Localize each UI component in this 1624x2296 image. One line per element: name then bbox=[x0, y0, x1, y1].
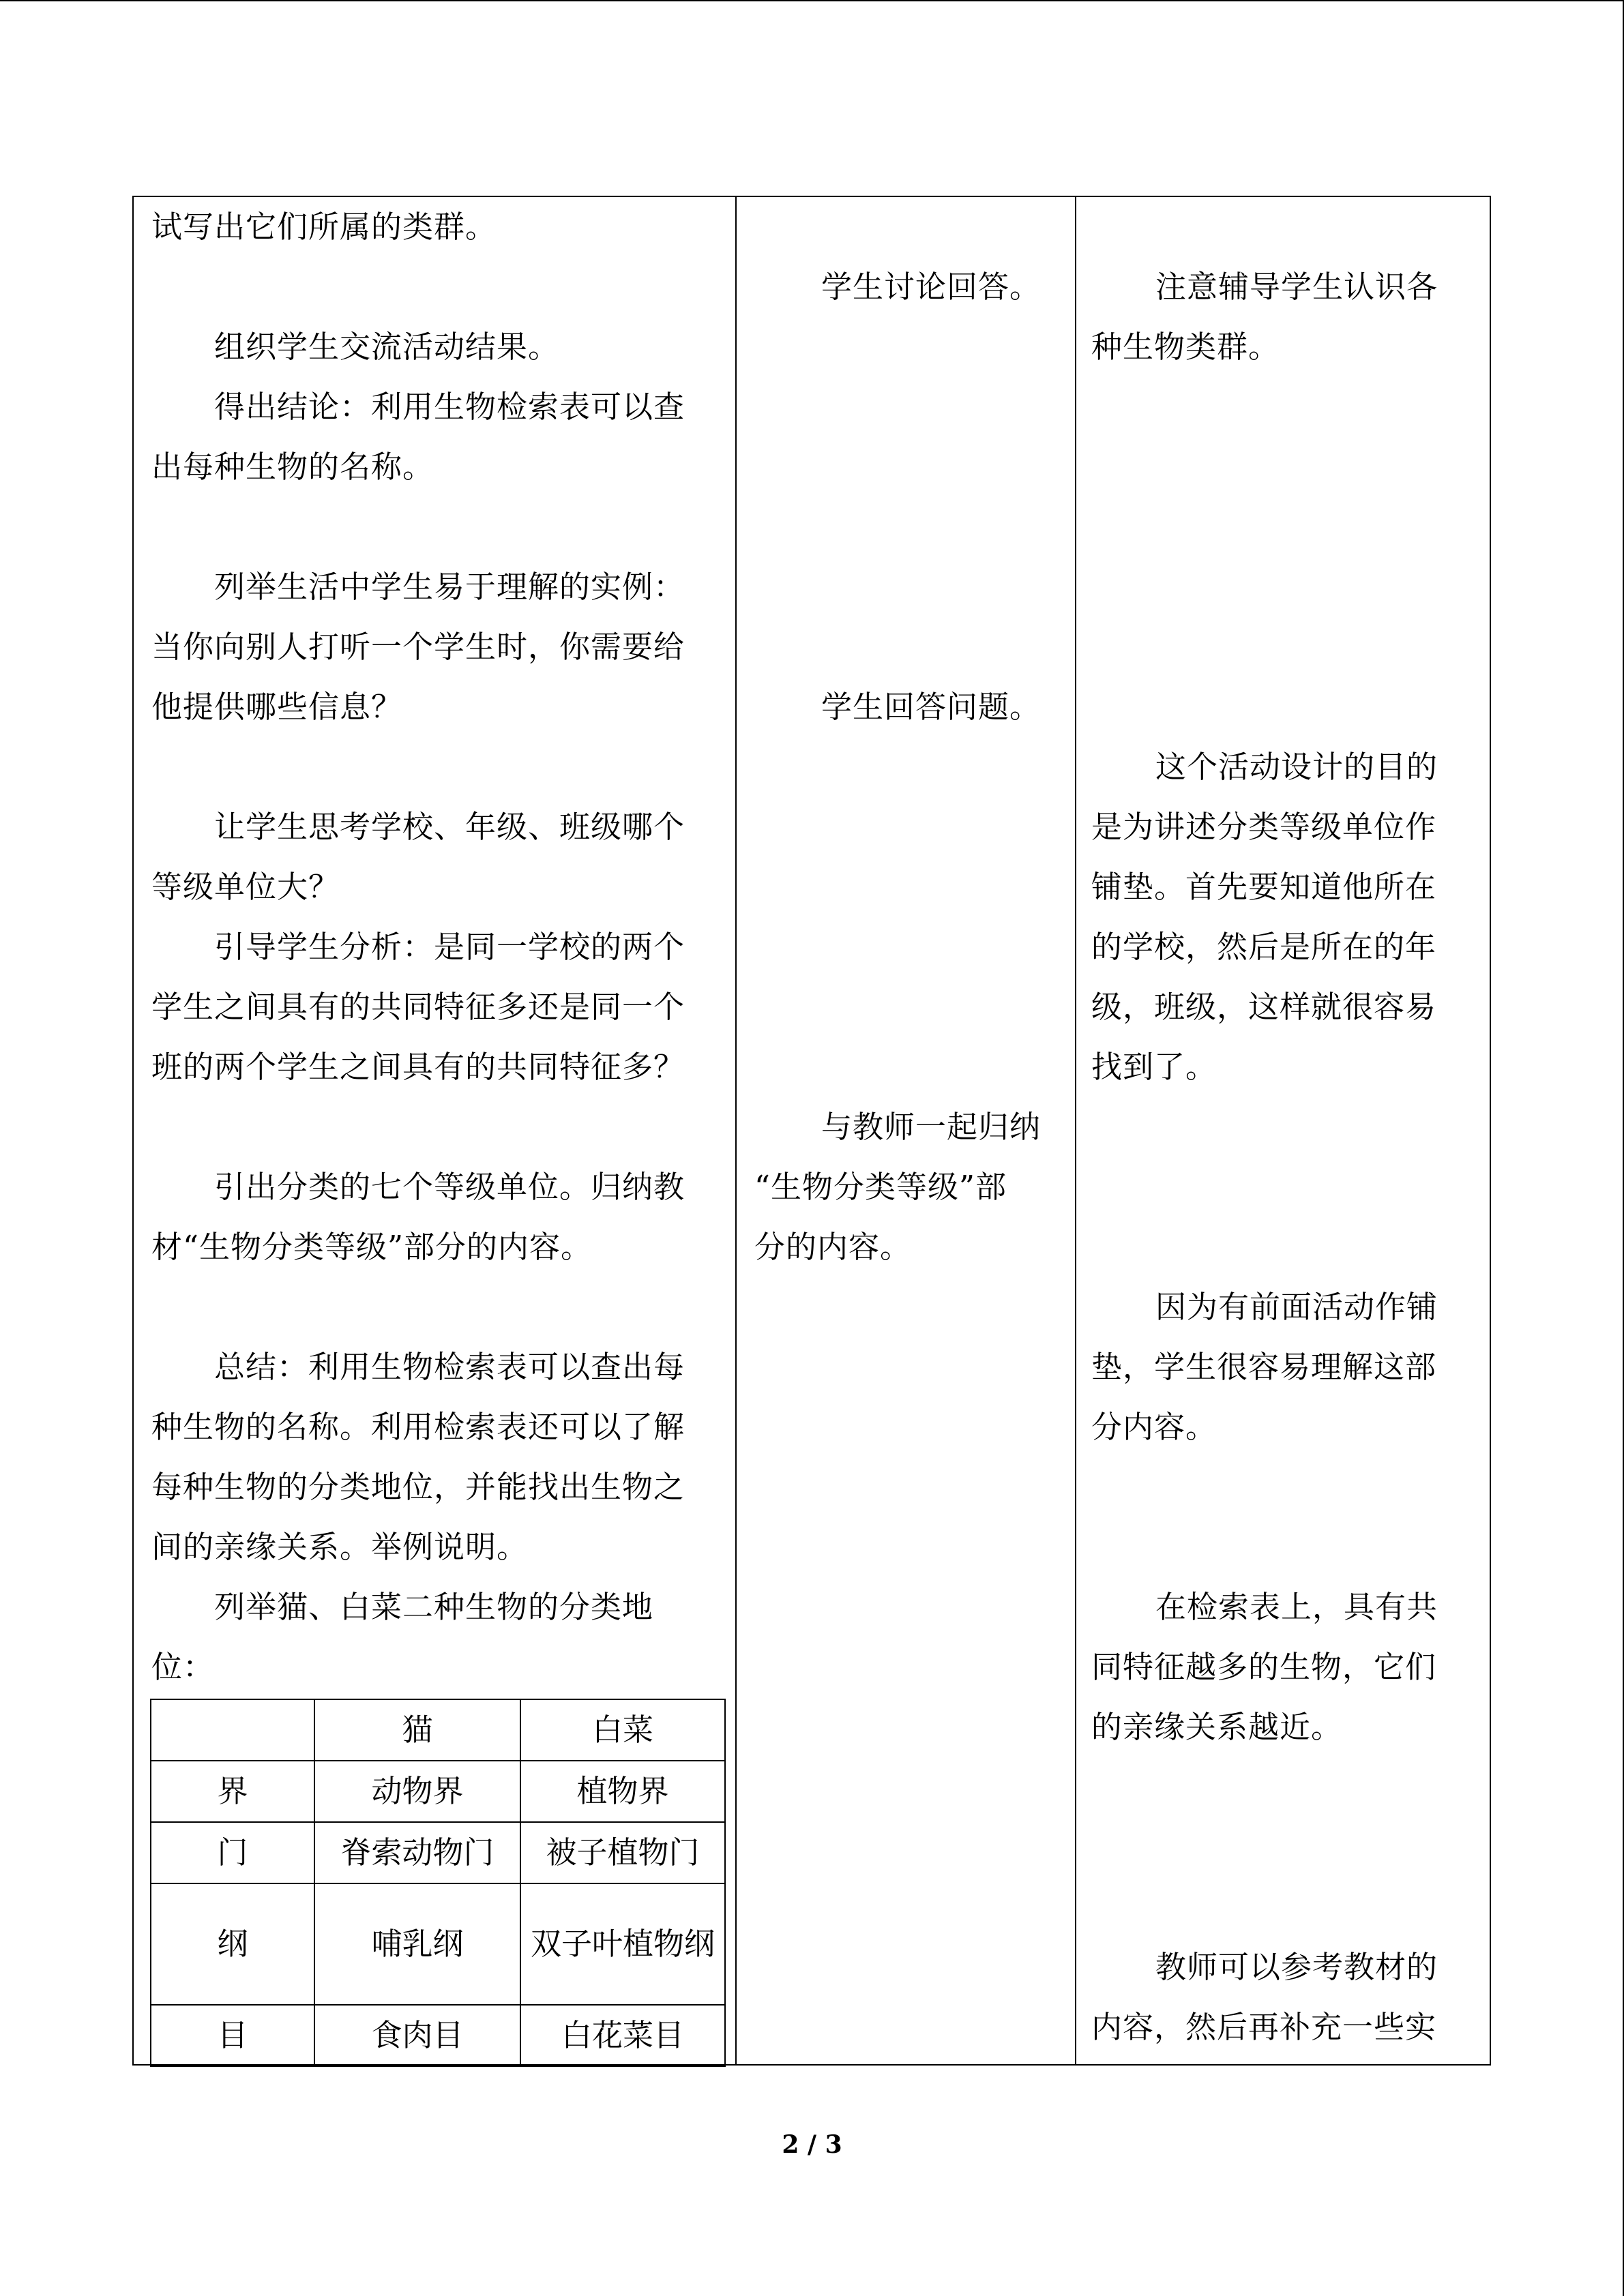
column-divider bbox=[1075, 197, 1076, 2064]
teacher-paragraph: 组织学生交流活动结果。 bbox=[214, 329, 560, 365]
table-cell: 动物界 bbox=[314, 1761, 520, 1822]
teacher-paragraph: 引导学生分析：是同一学校的两个 bbox=[214, 929, 685, 965]
notes-paragraph: 内容，然后再补充一些实 bbox=[1091, 2009, 1437, 2045]
notes-paragraph: 教师可以参考教材的 bbox=[1155, 1949, 1438, 1985]
teacher-paragraph: 当你向别人打听一个学生时，你需要给 bbox=[151, 629, 685, 665]
notes-paragraph: 铺垫。首先要知道他所在 bbox=[1091, 869, 1437, 905]
notes-paragraph: 同特征越多的生物，它们 bbox=[1091, 1649, 1437, 1685]
notes-paragraph: 种生物类群。 bbox=[1091, 329, 1280, 365]
table-cell: 被子植物门 bbox=[520, 1822, 725, 1883]
teacher-paragraph: 让学生思考学校、年级、班级哪个 bbox=[214, 809, 685, 845]
page-number: 2 / 3 bbox=[782, 2130, 842, 2159]
teacher-paragraph: 等级单位大？ bbox=[151, 869, 340, 905]
student-paragraph: 分的内容。 bbox=[754, 1229, 912, 1265]
table-cell: 双子叶植物纲 bbox=[520, 1883, 725, 2005]
column-divider bbox=[735, 197, 737, 2064]
teacher-paragraph: 种生物的名称。利用检索表还可以了解 bbox=[151, 1409, 685, 1445]
notes-paragraph: 在检索表上，具有共 bbox=[1155, 1589, 1438, 1625]
student-paragraph: 与教师一起归纳 bbox=[821, 1109, 1042, 1145]
notes-paragraph: 分内容。 bbox=[1091, 1409, 1217, 1445]
teacher-paragraph: 位： bbox=[151, 1649, 215, 1685]
table-row bbox=[151, 2005, 725, 2066]
notes-paragraph: 注意辅导学生认识各 bbox=[1155, 269, 1438, 305]
table-cell: 食肉目 bbox=[314, 2005, 520, 2066]
table-header-cell: 猫 bbox=[314, 1699, 520, 1761]
student-paragraph: “生物分类等级”部 bbox=[754, 1169, 1007, 1205]
notes-paragraph: 因为有前面活动作铺 bbox=[1155, 1289, 1438, 1325]
table-row bbox=[151, 1883, 725, 2005]
teacher-paragraph: 班的两个学生之间具有的共同特征多？ bbox=[151, 1049, 685, 1085]
teacher-paragraph: 总结：利用生物检索表可以查出每 bbox=[214, 1349, 685, 1385]
notes-paragraph: 的亲缘关系越近。 bbox=[1091, 1709, 1343, 1745]
table-row bbox=[151, 1822, 725, 1883]
table-cell: 植物界 bbox=[520, 1761, 725, 1822]
teacher-paragraph: 引出分类的七个等级单位。归纳教 bbox=[214, 1169, 685, 1205]
teacher-paragraph: 列举生活中学生易于理解的实例： bbox=[214, 569, 685, 605]
table-cell: 白花菜目 bbox=[520, 2005, 725, 2066]
teacher-paragraph: 每种生物的分类地位，并能找出生物之 bbox=[151, 1469, 685, 1505]
notes-paragraph: 是为讲述分类等级单位作 bbox=[1091, 809, 1437, 845]
table-cell: 界 bbox=[151, 1761, 314, 1822]
lesson-plan-table bbox=[132, 196, 1491, 2066]
table-header-cell bbox=[151, 1699, 314, 1761]
table-cell: 脊索动物门 bbox=[314, 1822, 520, 1883]
table-cell: 门 bbox=[151, 1822, 314, 1883]
teacher-paragraph: 得出结论：利用生物检索表可以查 bbox=[214, 389, 685, 425]
table-header-cell: 白菜 bbox=[520, 1699, 725, 1761]
teacher-paragraph: 试写出它们所属的类群。 bbox=[151, 209, 497, 245]
teacher-paragraph: 学生之间具有的共同特征多还是同一个 bbox=[151, 989, 685, 1025]
teacher-paragraph: 他提供哪些信息？ bbox=[151, 689, 403, 725]
teacher-paragraph: 出每种生物的名称。 bbox=[151, 449, 434, 485]
teacher-paragraph: 材“生物分类等级”部分的内容。 bbox=[151, 1229, 593, 1265]
notes-paragraph: 找到了。 bbox=[1091, 1049, 1217, 1085]
student-paragraph: 学生讨论回答。 bbox=[821, 269, 1042, 305]
teacher-paragraph: 列举猫、白菜二种生物的分类地 bbox=[214, 1589, 654, 1625]
table-cell: 哺乳纲 bbox=[314, 1883, 520, 2005]
notes-paragraph: 这个活动设计的目的 bbox=[1155, 749, 1438, 785]
teacher-paragraph: 间的亲缘关系。举例说明。 bbox=[151, 1529, 529, 1565]
table-cell: 纲 bbox=[151, 1883, 314, 2005]
notes-paragraph: 的学校，然后是所在的年 bbox=[1091, 929, 1437, 965]
page-top-border bbox=[0, 0, 1624, 1]
table-row bbox=[151, 1699, 725, 1761]
student-paragraph: 学生回答问题。 bbox=[821, 689, 1042, 725]
classification-table bbox=[150, 1699, 726, 2067]
notes-paragraph: 垫，学生很容易理解这部 bbox=[1091, 1349, 1437, 1385]
notes-paragraph: 级，班级，这样就很容易 bbox=[1091, 989, 1437, 1025]
table-row bbox=[151, 1761, 725, 1822]
table-cell: 目 bbox=[151, 2005, 314, 2066]
